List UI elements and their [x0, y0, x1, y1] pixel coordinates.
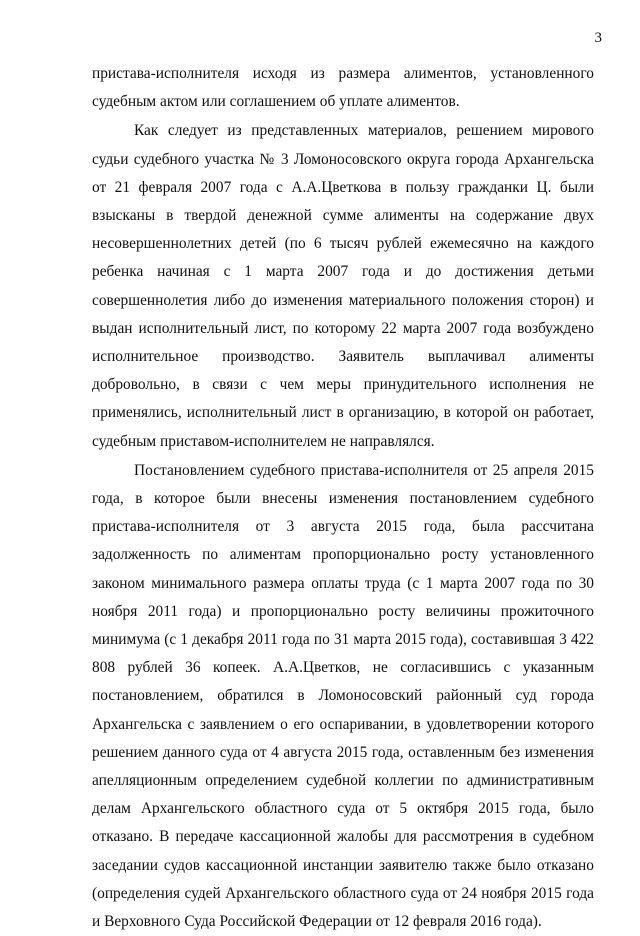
- page-number: 3: [594, 30, 602, 46]
- paragraph-continuation: пристава-исполнителя исходя из размера алиментов, установленного судебным актом или соглашением об уплате алиментов.: [92, 65, 594, 111]
- document-body: [92, 60, 594, 936]
- paragraph-case-background: Как следует из представленных материалов, решением мирового судьи судебного участка № 3 Ломоносовского округа города Архангельска от 21 февраля 2007 года с А.А.Цветкова в пользу гражданки Ц. были взысканы в твердой денежной сумме алименты на содержание двух несовершеннолетних детей (по 6 тысяч рублей ежемесячно на каждого ребенка начиная с 1 марта 2007 года и до достижения детьми совершеннолетия либо до изменения материального положения сторон) и выдан исполнительный лист, по которому 22 марта 2007 года возбуждено исполнительное производство. Заявитель выплачивал алименты добровольно, в связи с чем меры принудительного исполнения не применялись, исполнительный лист в организацию, в которой он работает, судебным приставом-исполнителем не направлялся.: [92, 122, 594, 450]
- paragraph-debt-calculation: Постановлением судебного пристава-исполнителя от 25 апреля 2015 года, в которое были внесены изменения постановлением судебного пристава-исполнителя от 3 августа 2015 года, была рассчитана задолженность по алиментам пропорционально росту установленного законом минимального размера оплаты труда (с 1 марта 2007 года по 30 ноября 2011 года) и пропорционально росту величины прожиточного минимума (с 1 декабря 2011 года по 31 марта 2015 года), составившая 3 422 808 рублей 36 копеек. А.А.Цветков, не согласившись с указанным постановлением, обратился в Ломоносовский районный суд города Архангельска с заявлением о его оспаривании, в удовлетворении которого решением данного суда от 4 августа 2015 года, оставленным без изменения апелляционным определением судебной коллегии по административным делам Архангельского областного суда от 5 октября 2015 года, было отказано. В передаче кассационной жалобы для рассмотрения в судебном заседании судов кассационной инстанции заявителю также было отказано (определения судей Архангельского областного суда от 24 ноября 2015 года и Верховного Суда Российской Федерации от 12 февраля 2016 года).: [92, 461, 594, 931]
